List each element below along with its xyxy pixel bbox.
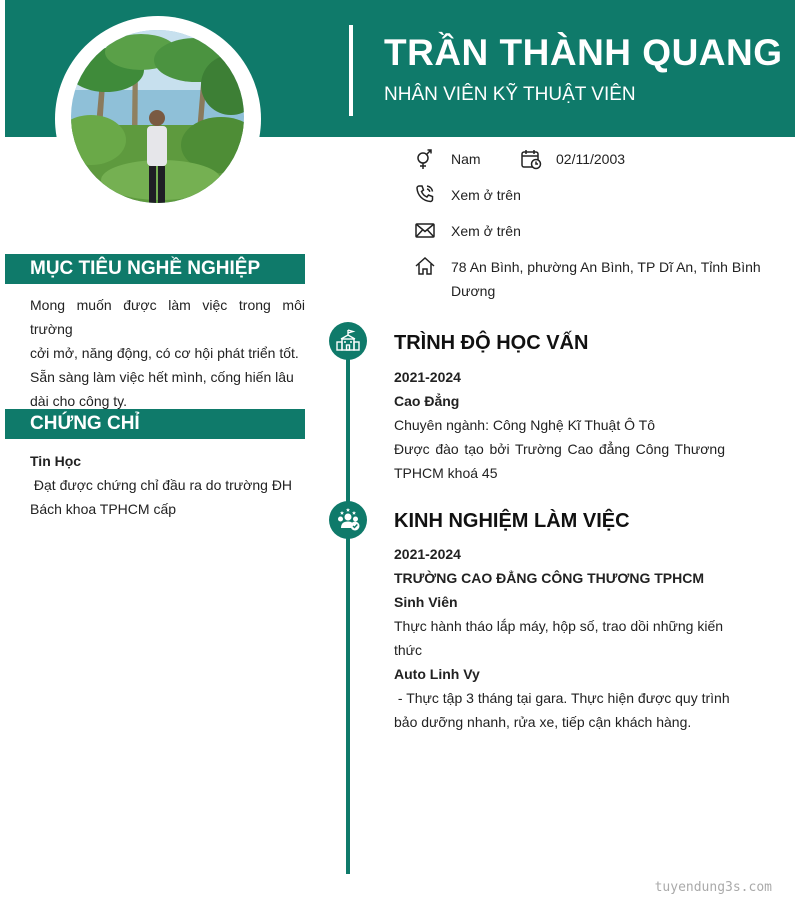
education-major: Chuyên ngành: Công Nghệ Kĩ Thuật Ô Tô — [394, 417, 655, 433]
education-heading: TRÌNH ĐỘ HỌC VẤN — [394, 332, 589, 354]
certificate-desc-line: Đạt được chứng chỉ đầu ra do trường ĐH — [30, 477, 293, 493]
objective-line: Sẵn sàng làm việc hết mình, cống hiến lâu — [30, 369, 294, 385]
envelope-icon — [414, 219, 436, 241]
header-divider — [349, 25, 353, 116]
education-period: 2021-2024 — [394, 369, 461, 385]
certificate-name: Tin Học — [30, 453, 82, 469]
candidate-name: TRẦN THÀNH QUANG — [384, 32, 783, 73]
experience-heading: KINH NGHIỆM LÀM VIỆC — [394, 510, 630, 532]
address-line-1: 78 An Bình, phường An Bình, TP Dĩ An, Tỉnh Bình — [451, 259, 761, 275]
email-value: Xem ở trên — [451, 223, 521, 239]
calendar-icon — [520, 148, 542, 170]
job-title: NHÂN VIÊN KỸ THUẬT VIÊN — [384, 84, 636, 105]
gender-value: Nam — [451, 151, 481, 167]
experience-icon — [329, 501, 367, 539]
experience-role: Sinh Viên — [394, 594, 458, 610]
education-entry — [394, 365, 725, 485]
watermark: tuyendung3s.com — [654, 880, 772, 895]
address-line-2: Dương — [451, 283, 496, 299]
objective-line: cởi mở, năng động, có cơ hội phát triển tốt. — [30, 345, 299, 361]
education-degree: Cao Đẳng — [394, 393, 460, 409]
experience-entry — [394, 542, 730, 734]
certificates-heading: CHỨNG CHỈ — [5, 409, 305, 439]
phone-value: Xem ở trên — [451, 187, 521, 203]
experience-role-line: Thực hành tháo lắp máy, hộp số, trao dồi những kiến — [394, 618, 724, 634]
dob-value: 02/11/2003 — [556, 151, 626, 167]
experience-desc-line: bảo dưỡng nhanh, rửa xe, tiếp cận khách hàng. — [394, 714, 692, 730]
home-icon — [414, 255, 436, 277]
objective-line: dài cho công ty. — [30, 393, 128, 409]
experience-period: 2021-2024 — [394, 546, 461, 562]
address-value — [451, 255, 771, 303]
timeline-line — [346, 340, 350, 874]
experience-company-2: Auto Linh Vy — [394, 666, 480, 682]
certificate-entry — [30, 449, 305, 521]
objective-heading: MỤC TIÊU NGHỀ NGHIỆP — [5, 254, 305, 284]
education-desc-line: TPHCM khoá 45 — [394, 465, 498, 481]
phone-icon — [414, 183, 436, 205]
gender-icon — [414, 148, 436, 170]
experience-desc-line: - Thực tập 3 tháng tại gara. Thực hiện được quy trình — [394, 690, 730, 706]
objective-text — [30, 293, 305, 413]
experience-company: TRƯỜNG CAO ĐẲNG CÔNG THƯƠNG TPHCM — [394, 570, 704, 586]
experience-role-line: thức — [394, 642, 423, 658]
objective-line: Mong muốn được làm việc trong môi trường — [30, 297, 305, 337]
school-icon — [329, 322, 367, 360]
avatar — [71, 30, 244, 203]
certificate-desc-line: Bách khoa TPHCM cấp — [30, 501, 177, 517]
education-desc-line: Được đào tạo bởi Trường Cao đẳng Công Thương — [394, 441, 725, 457]
